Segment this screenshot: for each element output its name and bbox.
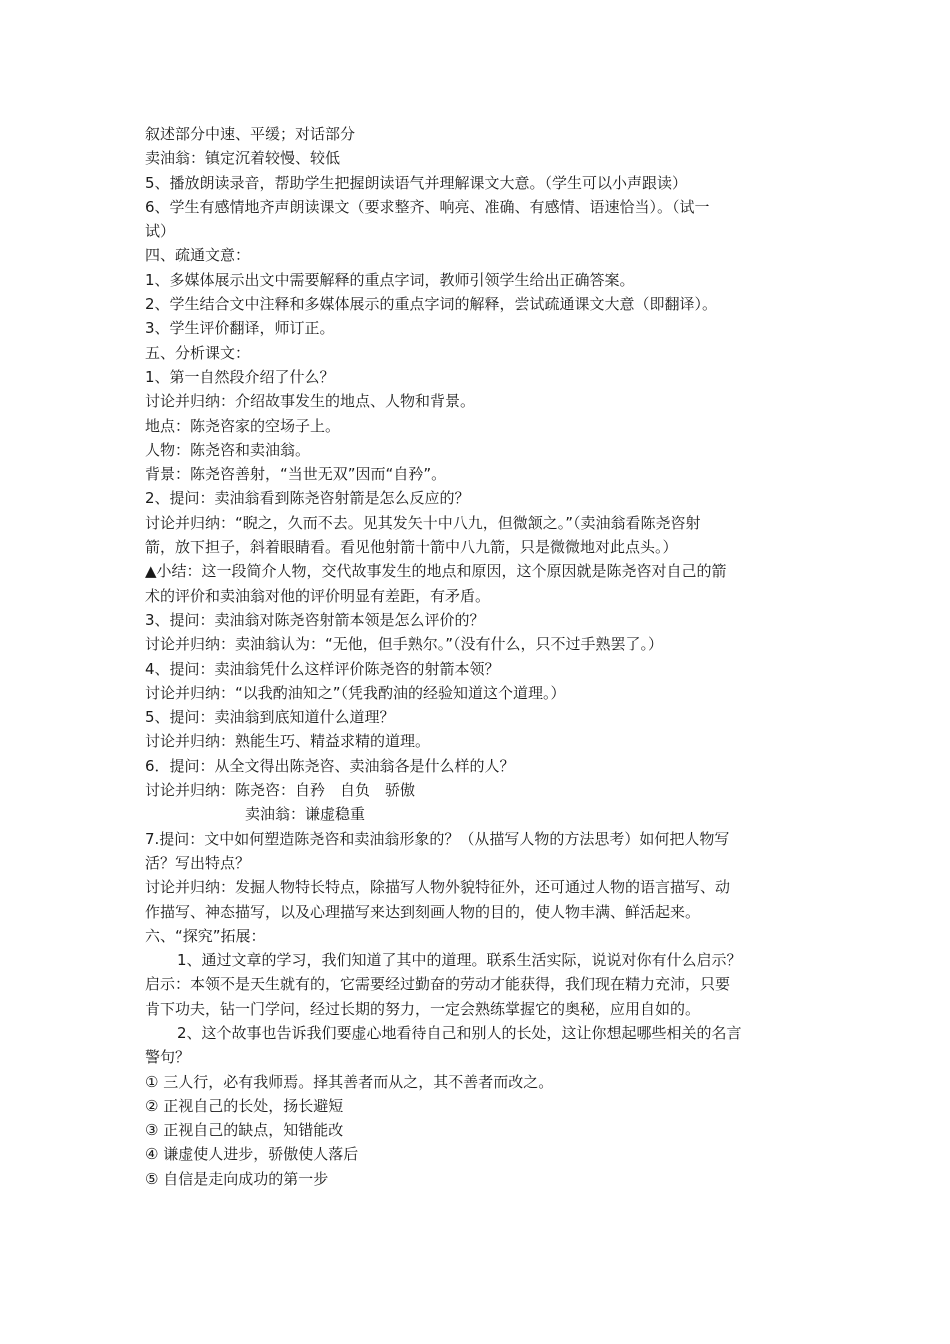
list-item: ③ 正视自己的缺点，知错能改 bbox=[145, 1121, 344, 1140]
section-heading: 四、疏通文意： bbox=[145, 246, 251, 265]
text-line: 卖油翁：谦虚稳重 bbox=[245, 805, 366, 824]
text-line: 讨论并归纳：陈尧咨：自矜 自负 骄傲 bbox=[145, 781, 416, 800]
text-line: 1、多媒体展示出文中需要解释的重点字词，教师引领学生给出正确答案。 bbox=[145, 270, 635, 289]
document-body bbox=[145, 122, 815, 1191]
text-line: 叙述部分中速、平缓；对话部分 bbox=[145, 125, 356, 143]
list-item: ① 三人行，必有我师焉。择其善者而从之，其不善者而改之。 bbox=[145, 1072, 554, 1091]
list-item: ② 正视自己的长处，扬长避短 bbox=[145, 1096, 344, 1115]
text-line: 讨论并归纳：卖油翁认为：“无他，但手熟尔。”（没有什么，只不过手熟罢了。） bbox=[145, 635, 664, 654]
text-line: 讨论并归纳：“睨之，久而不去。见其发矢十中八九，但微颔之。”（卖油翁看陈尧咨射 bbox=[145, 513, 701, 532]
text-line: 讨论并归纳：发掘人物特长特点，除描写人物外貌特征外，还可通过人物的语言描写、动 bbox=[145, 878, 731, 897]
text-line: 3、学生评价翻译，师订正。 bbox=[145, 319, 335, 338]
summary-line: ▲小结：这一段简介人物，交代故事发生的地点和原因，这个原因就是陈尧咨对自己的箭 bbox=[145, 562, 727, 581]
section-heading: 五、分析课文： bbox=[145, 343, 251, 362]
list-item: ④ 谦虚使人进步，骄傲使人落后 bbox=[145, 1145, 359, 1164]
text-line: 6、学生有感情地齐声朗读课文（要求整齐、响亮、准确、有感情、语速恰当）。（试一 bbox=[145, 197, 710, 216]
question-line: 2、这个故事也告诉我们要虚心地看待自己和别人的长处，这让你想起哪些相关的名言 bbox=[177, 1023, 742, 1042]
text-line: 箭，放下担子，斜着眼睛看。看见他射箭十箭中八九箭，只是微微地对此点头。） bbox=[145, 538, 678, 557]
summary-line: 术的评价和卖油翁对他的评价明显有差距，有矛盾。 bbox=[145, 586, 491, 605]
question-line: 5、提问：卖油翁到底知道什么道理？ bbox=[145, 708, 395, 727]
text-line: 讨论并归纳：“以我酌油知之”（凭我酌油的经验知道这个道理。） bbox=[145, 683, 566, 702]
text-line: 作描写、神态描写，以及心理描写来达到刻画人物的目的，使人物丰满、鲜活起来。 bbox=[145, 902, 701, 921]
question-line: 警句？ bbox=[145, 1048, 191, 1067]
text-line: 背景：陈尧咨善射，“当世无双”因而“自矜”。 bbox=[145, 465, 447, 484]
text-line: 讨论并归纳：介绍故事发生的地点、人物和背景。 bbox=[145, 392, 476, 411]
question-line: 7.提问：文中如何塑造陈尧咨和卖油翁形象的？（从描写人物的方法思考）如何把人物写 bbox=[145, 829, 730, 848]
question-line: 1、通过文章的学习，我们知道了其中的道理。联系生活实际，说说对你有什么启示？ bbox=[177, 951, 742, 970]
text-line: 人物：陈尧咨和卖油翁。 bbox=[145, 440, 311, 459]
text-line: 启示：本领不是天生就有的，它需要经过勤奋的劳动才能获得，我们现在精力充沛，只要 bbox=[145, 975, 731, 994]
text-line: 5、播放朗读录音，帮助学生把握朗读语气并理解课文大意。（学生可以小声跟读） bbox=[145, 173, 688, 192]
text-line: 2、学生结合文中注释和多媒体展示的重点字词的解释，尝试疏通课文大意（即翻译）。 bbox=[145, 295, 718, 314]
text-line: 试） bbox=[145, 222, 176, 241]
question-line: 4、提问：卖油翁凭什么这样评价陈尧咨的射箭本领？ bbox=[145, 659, 500, 678]
question-line: 2、提问：卖油翁看到陈尧咨射箭是怎么反应的？ bbox=[145, 489, 470, 508]
question-line: 1、第一自然段介绍了什么？ bbox=[145, 367, 335, 386]
text-line: 肯下功夫，钻一门学问，经过长期的努力，一定会熟练掌握它的奥秘，应用自如的。 bbox=[145, 999, 701, 1018]
section-heading: 六、“探究”拓展： bbox=[145, 926, 266, 945]
question-line: 3、提问：卖油翁对陈尧咨射箭本领是怎么评价的？ bbox=[145, 610, 485, 629]
text-line: 卖油翁：镇定沉着较慢、较低 bbox=[145, 149, 341, 168]
list-item: ⑤ 自信是走向成功的第一步 bbox=[145, 1169, 329, 1188]
text-line: 地点：陈尧咨家的空场子上。 bbox=[145, 416, 341, 435]
question-line: 6．提问：从全文得出陈尧咨、卖油翁各是什么样的人？ bbox=[145, 756, 515, 775]
question-line: 活？写出特点？ bbox=[145, 853, 251, 872]
text-line: 讨论并归纳：熟能生巧、精益求精的道理。 bbox=[145, 732, 431, 751]
